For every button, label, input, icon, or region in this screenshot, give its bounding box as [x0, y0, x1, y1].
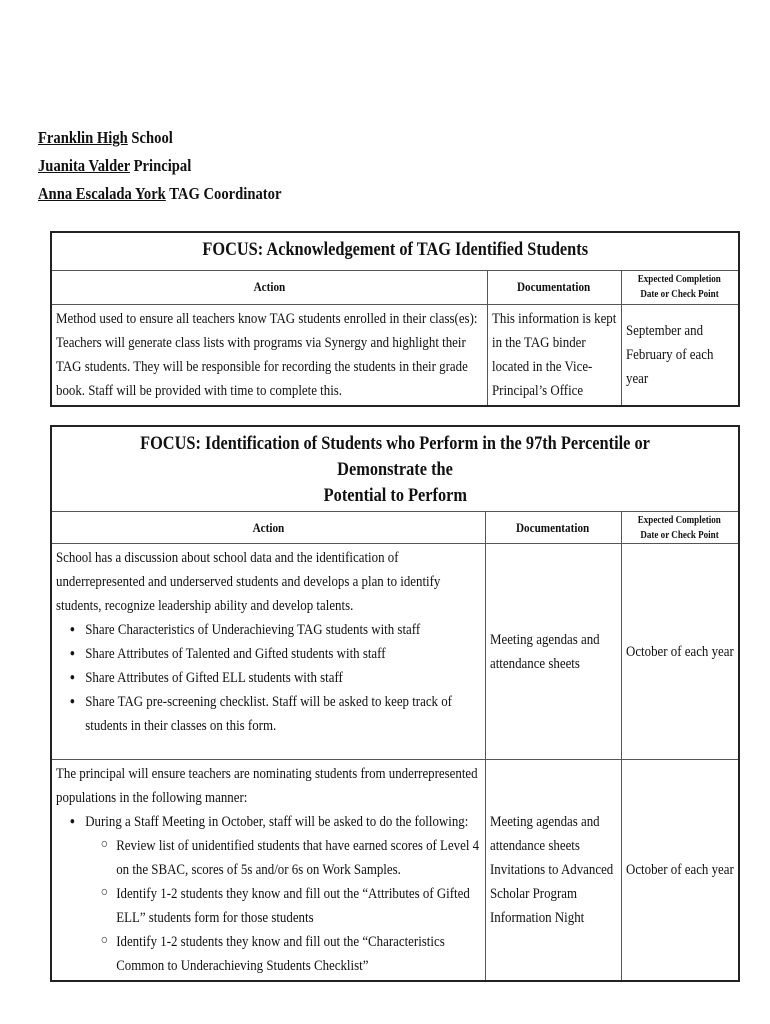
table2-col-expected: Expected Completion Date or Check Point [621, 512, 739, 544]
list-item: ○ Identify 1-2 students they know and fill out the “Attributes of Gifted ELL” students form for those students [56, 882, 479, 930]
list-item: ○ Review list of unidentified students that have earned scores of Level 4 on the SBAC, scores of 5s and/or 6s on Work Samples. [56, 834, 479, 882]
table2-row2-expected: October of each year [621, 760, 739, 982]
table2-row1-intro: School has a discussion about school data and the identification of underrepresented and underserved students and develops a plan to identify students, recognize leadership ability and develop talents. [56, 550, 441, 614]
principal-line [38, 152, 281, 180]
table2-row2-action [51, 760, 485, 982]
table1-row1-expected: September and February of each year [621, 304, 739, 406]
school-name: Franklin High [38, 128, 128, 147]
principal-role: Principal [129, 156, 192, 175]
focus-table-acknowledgement [50, 231, 740, 407]
table2-col-documentation: Documentation [485, 512, 621, 544]
table1-row1-documentation: This information is kept in the TAG binder located in the Vice-Principal’s Office [487, 304, 621, 406]
table2-row2-subbullets [56, 834, 479, 978]
table1-col-action: Action [51, 270, 487, 304]
table2-row1-documentation: Meeting agendas and attendance sheets [485, 544, 621, 760]
table2-row2-intro: The principal will ensure teachers are nominating students from underrepresented populations in the following manner: [56, 766, 478, 806]
list-item: ● Share TAG pre-screening checklist. Staff will be asked to keep track of students in their classes on this form. [56, 690, 479, 738]
table2-row2-bullets [56, 810, 479, 834]
coordinator-line [38, 180, 281, 208]
list-item: ● Share Attributes of Gifted ELL students with staff [56, 666, 479, 690]
table2-row2-documentation: Meeting agendas and attendance sheets Invitations to Advanced Scholar Program Information Night [485, 760, 621, 982]
table2-title: FOCUS: Identification of Students who Perform in the 97th Percentile or Demonstrate the Potential to Perform [51, 426, 739, 512]
focus-table-identification [50, 425, 740, 982]
list-item: ● During a Staff Meeting in October, staff will be asked to do the following: [56, 810, 479, 834]
school-line [38, 124, 281, 152]
list-item: ● Share Characteristics of Underachieving TAG students with staff [56, 618, 479, 642]
table1-row1-action: Method used to ensure all teachers know TAG students enrolled in their class(es): Teachers will generate class lists with programs via Synergy and highlight their TAG students. They will be responsible for recording the students in their grade book. Staff will be provided with time to complete this. [51, 304, 487, 406]
table2-row1-bullets [56, 618, 479, 738]
list-item: ● Share Attributes of Talented and Gifted students with staff [56, 642, 479, 666]
list-item: ○ Identify 1-2 students they know and fill out the “Characteristics Common to Underachieving Students Checklist” [56, 930, 479, 978]
table1-col-expected: Expected Completion Date or Check Point [621, 270, 739, 304]
table1-col-documentation: Documentation [487, 270, 621, 304]
school-suffix: School [127, 128, 173, 147]
table1-title: FOCUS: Acknowledgement of TAG Identified Students [51, 232, 739, 270]
document-header [38, 124, 321, 208]
principal-name: Juanita Valder [38, 156, 130, 175]
table2-row1-action [51, 544, 485, 760]
coordinator-name: Anna Escalada York [38, 184, 166, 203]
coordinator-role: TAG Coordinator [165, 184, 282, 203]
table2-col-action: Action [51, 512, 485, 544]
table2-row1-expected: October of each year [621, 544, 739, 760]
